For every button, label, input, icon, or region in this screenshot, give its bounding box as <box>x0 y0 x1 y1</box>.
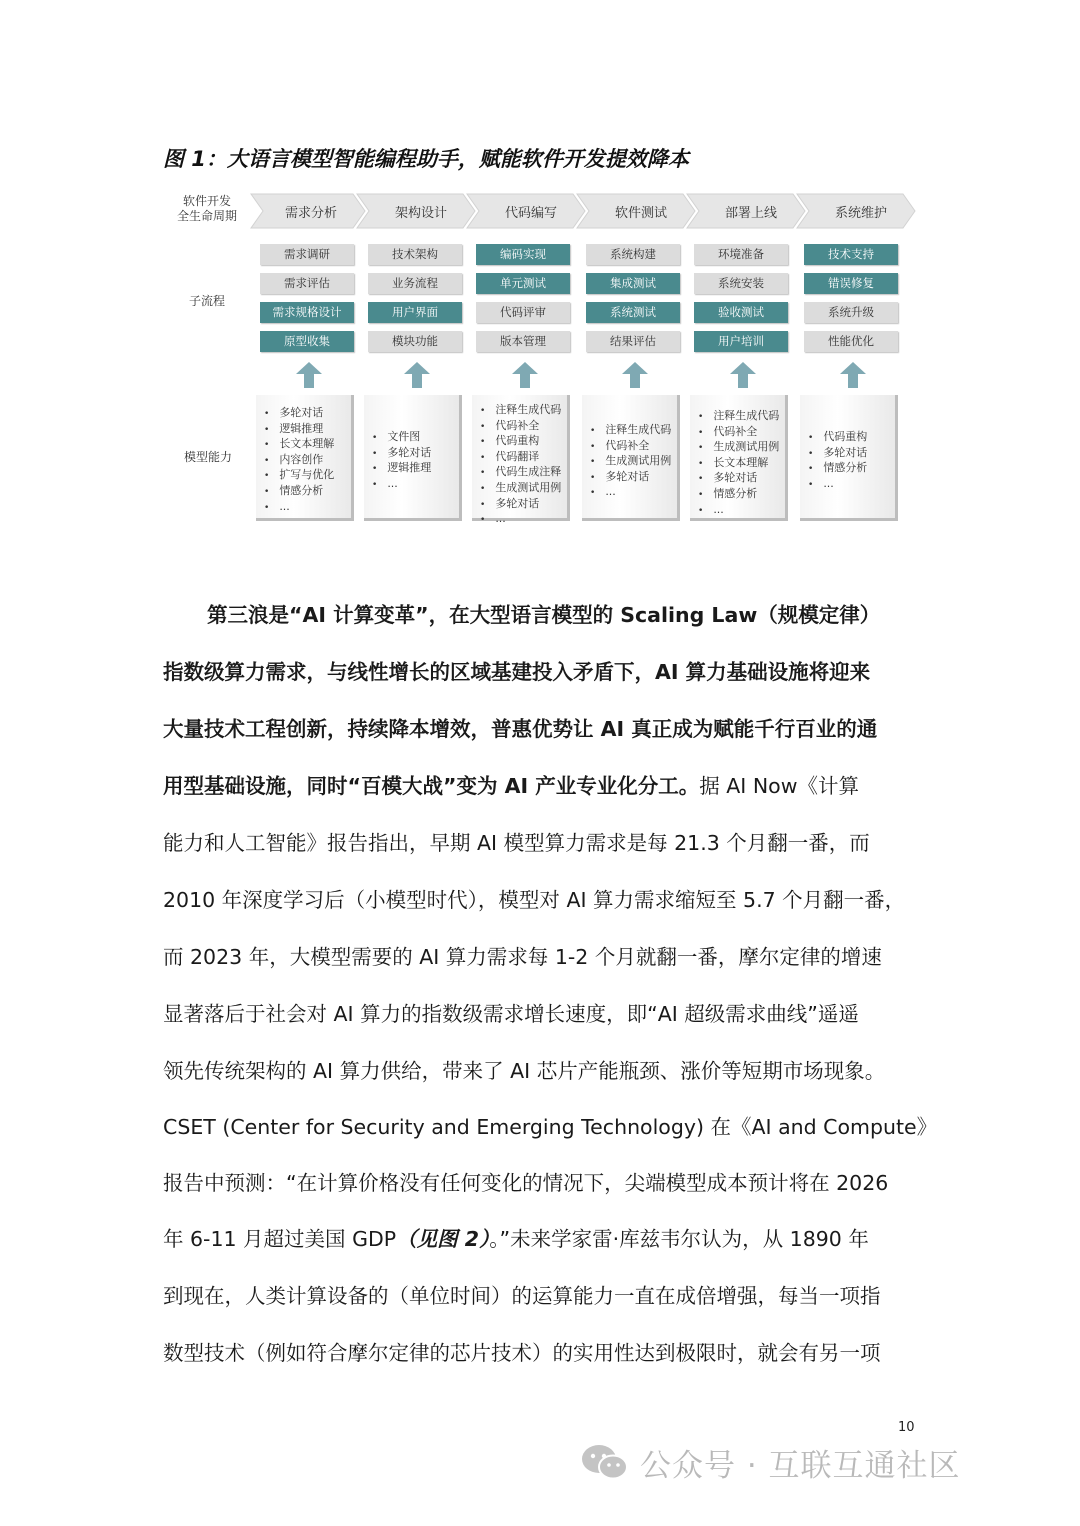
paragraph-line: 大量技术工程创新，持续降本增效，普惠优势让 AI 真正成为赋能千行百业的通 <box>163 717 878 741</box>
capability-list <box>472 403 567 528</box>
stage-label: 代码编写 <box>504 206 557 221</box>
capability-item: • 情感分析 <box>808 461 895 477</box>
subprocess-box: 结果评估 <box>586 331 680 352</box>
capability-list <box>690 409 785 518</box>
capability-item: • 注释生成代码 <box>698 409 785 425</box>
capability-item: • ... <box>372 477 459 493</box>
capability-item: • 代码补全 <box>698 425 785 441</box>
capability-box <box>690 395 788 521</box>
subprocess-box: 系统构建 <box>586 244 680 265</box>
capability-box <box>472 395 570 526</box>
paragraph-line: 年 6-11 月超过美国 GDP（见图 2）。”未来学家雷·库兹韦尔认为，从 1890 年 <box>163 1227 869 1251</box>
capability-item: • 情感分析 <box>698 487 785 503</box>
subprocess-box: 错误修复 <box>804 273 898 294</box>
up-arrow-icon <box>840 362 866 388</box>
subprocess-box: 用户培训 <box>694 331 788 352</box>
capability-item: • 长文本理解 <box>264 437 351 453</box>
stage-label: 架构设计 <box>394 206 447 221</box>
subprocess-box: 代码评审 <box>476 302 570 323</box>
subprocess-box: 技术支持 <box>804 244 898 265</box>
capability-item: • 扩写与优化 <box>264 468 351 484</box>
capability-item: • ... <box>808 477 895 493</box>
capability-item: • 逻辑推理 <box>372 461 459 477</box>
capability-item: • 代码翻译 <box>480 450 567 466</box>
lifecycle-label: 软件开发 全生命周期 <box>176 194 237 223</box>
capability-item: • 代码重构 <box>808 430 895 446</box>
paragraph-line: 报告中预测：“在计算价格没有任何变化的情况下，尖端模型成本预计将在 2026 <box>163 1171 889 1195</box>
paragraph-line: 2010 年深度学习后（小模型时代），模型对 AI 算力需求缩短至 5.7 个月翻一番， <box>163 888 906 912</box>
stage-label: 系统维护 <box>834 206 887 221</box>
page-number: 10 <box>898 1420 915 1435</box>
model-capability-label: 模型能力 <box>183 450 232 464</box>
figure-reference: （见图 2） <box>396 1227 490 1251</box>
subprocess-box: 业务流程 <box>368 273 462 294</box>
subprocess-box: 模块功能 <box>368 331 462 352</box>
subprocess-box: 需求调研 <box>260 244 354 265</box>
up-arrow-icon <box>296 362 322 388</box>
subprocess-box: 需求评估 <box>260 273 354 294</box>
capability-item: • 生成测试用例 <box>480 481 567 497</box>
subprocess-box: 环境准备 <box>694 244 788 265</box>
capability-list <box>364 430 459 492</box>
paragraph-line: CSET (Center for Security and Emerging Technology) 在《AI and Compute》 <box>163 1115 938 1139</box>
stage-label: 需求分析 <box>284 206 337 221</box>
subprocess-box: 用户界面 <box>368 302 462 323</box>
subprocess-box: 需求规格设计 <box>260 302 354 323</box>
capability-item: • 文件图 <box>372 430 459 446</box>
subprocess-box: 编码实现 <box>476 244 570 265</box>
up-arrow-icon <box>622 362 648 388</box>
subprocess-box: 性能优化 <box>804 331 898 352</box>
capability-item: • 多轮对话 <box>372 446 459 462</box>
capability-box <box>800 395 898 521</box>
capability-item: • 多轮对话 <box>264 406 351 422</box>
up-arrow-icon <box>512 362 538 388</box>
subprocess-box: 系统升级 <box>804 302 898 323</box>
capability-item: • 多轮对话 <box>698 471 785 487</box>
capability-item: • 代码补全 <box>480 419 567 435</box>
subprocess-box: 单元测试 <box>476 273 570 294</box>
up-arrow-icon <box>404 362 430 388</box>
subprocess-box: 验收测试 <box>694 302 788 323</box>
subprocess-box: 集成测试 <box>586 273 680 294</box>
capability-list <box>256 406 351 515</box>
subprocess-box: 系统测试 <box>586 302 680 323</box>
capability-item: • 逻辑推理 <box>264 422 351 438</box>
capability-item: • 注释生成代码 <box>480 403 567 419</box>
capability-item: • 多轮对话 <box>808 446 895 462</box>
paragraph-line: 而 2023 年，大模型需要的 AI 算力需求每 1-2 个月就翻一番，摩尔定律的增速 <box>163 945 882 969</box>
subprocess-box: 版本管理 <box>476 331 570 352</box>
watermark <box>580 1440 1050 1484</box>
subprocess-box: 系统安装 <box>694 273 788 294</box>
paragraph-line: 指数级算力需求，与线性增长的区域基建投入矛盾下，AI 算力基础设施将迎来 <box>163 660 871 684</box>
capability-list <box>800 430 895 492</box>
capability-item: • 生成测试用例 <box>590 454 677 470</box>
capability-item: • 情感分析 <box>264 484 351 500</box>
figure-title: 图 1：大语言模型智能编程助手，赋能软件开发提效降本 <box>163 147 689 171</box>
paragraph-line: 显著落后于社会对 AI 算力的指数级需求增长速度，即“AI 超级需求曲线”遥遥 <box>163 1002 859 1026</box>
paragraph-line: 用型基础设施，同时“百模大战”变为 AI 产业专业化分工。据 AI Now《计算 <box>163 774 859 798</box>
capability-item: • 多轮对话 <box>480 497 567 513</box>
capability-box <box>582 395 680 521</box>
paragraph-line: 数型技术（例如符合摩尔定律的芯片技术）的实用性达到极限时，就会有另一项 <box>163 1341 881 1365</box>
capability-item: • 代码重构 <box>480 434 567 450</box>
paragraph-line: 能力和人工智能》报告指出，早期 AI 模型算力需求是每 21.3 个月翻一番，而 <box>163 831 870 855</box>
up-arrow-icon <box>730 362 756 388</box>
capability-item: • 多轮对话 <box>590 470 677 486</box>
capability-item: • ... <box>698 503 785 519</box>
capability-box <box>364 395 462 521</box>
paragraph-line: 领先传统架构的 AI 算力供给，带来了 AI 芯片产能瓶颈、涨价等短期市场现象。 <box>163 1059 886 1083</box>
stage-label: 部署上线 <box>724 206 777 221</box>
capability-item: • 长文本理解 <box>698 456 785 472</box>
capability-item: • ... <box>480 512 567 528</box>
watermark-text: 公众号 · 互联互通社区 <box>640 1447 961 1484</box>
paragraph-line: 第三浪是“AI 计算变革”，在大型语言模型的 Scaling Law（规模定律） <box>207 603 881 627</box>
capability-list <box>582 423 677 501</box>
capability-item: • 生成测试用例 <box>698 440 785 456</box>
figure-diagram <box>163 182 923 527</box>
stage-label: 软件测试 <box>614 206 667 221</box>
capability-box <box>256 395 354 521</box>
capability-item: • 代码补全 <box>590 439 677 455</box>
subprocess-box: 原型收集 <box>260 331 354 352</box>
subprocess-label: 子流程 <box>188 294 225 308</box>
capability-item: • ... <box>590 485 677 501</box>
wechat-icon <box>580 1442 630 1482</box>
capability-item: • 注释生成代码 <box>590 423 677 439</box>
capability-item: • 代码生成注释 <box>480 465 567 481</box>
capability-item: • 内容创作 <box>264 453 351 469</box>
subprocess-box: 技术架构 <box>368 244 462 265</box>
capability-item: • ... <box>264 500 351 516</box>
paragraph-line: 到现在，人类计算设备的（单位时间）的运算能力一直在成倍增强，每当一项指 <box>163 1284 881 1308</box>
